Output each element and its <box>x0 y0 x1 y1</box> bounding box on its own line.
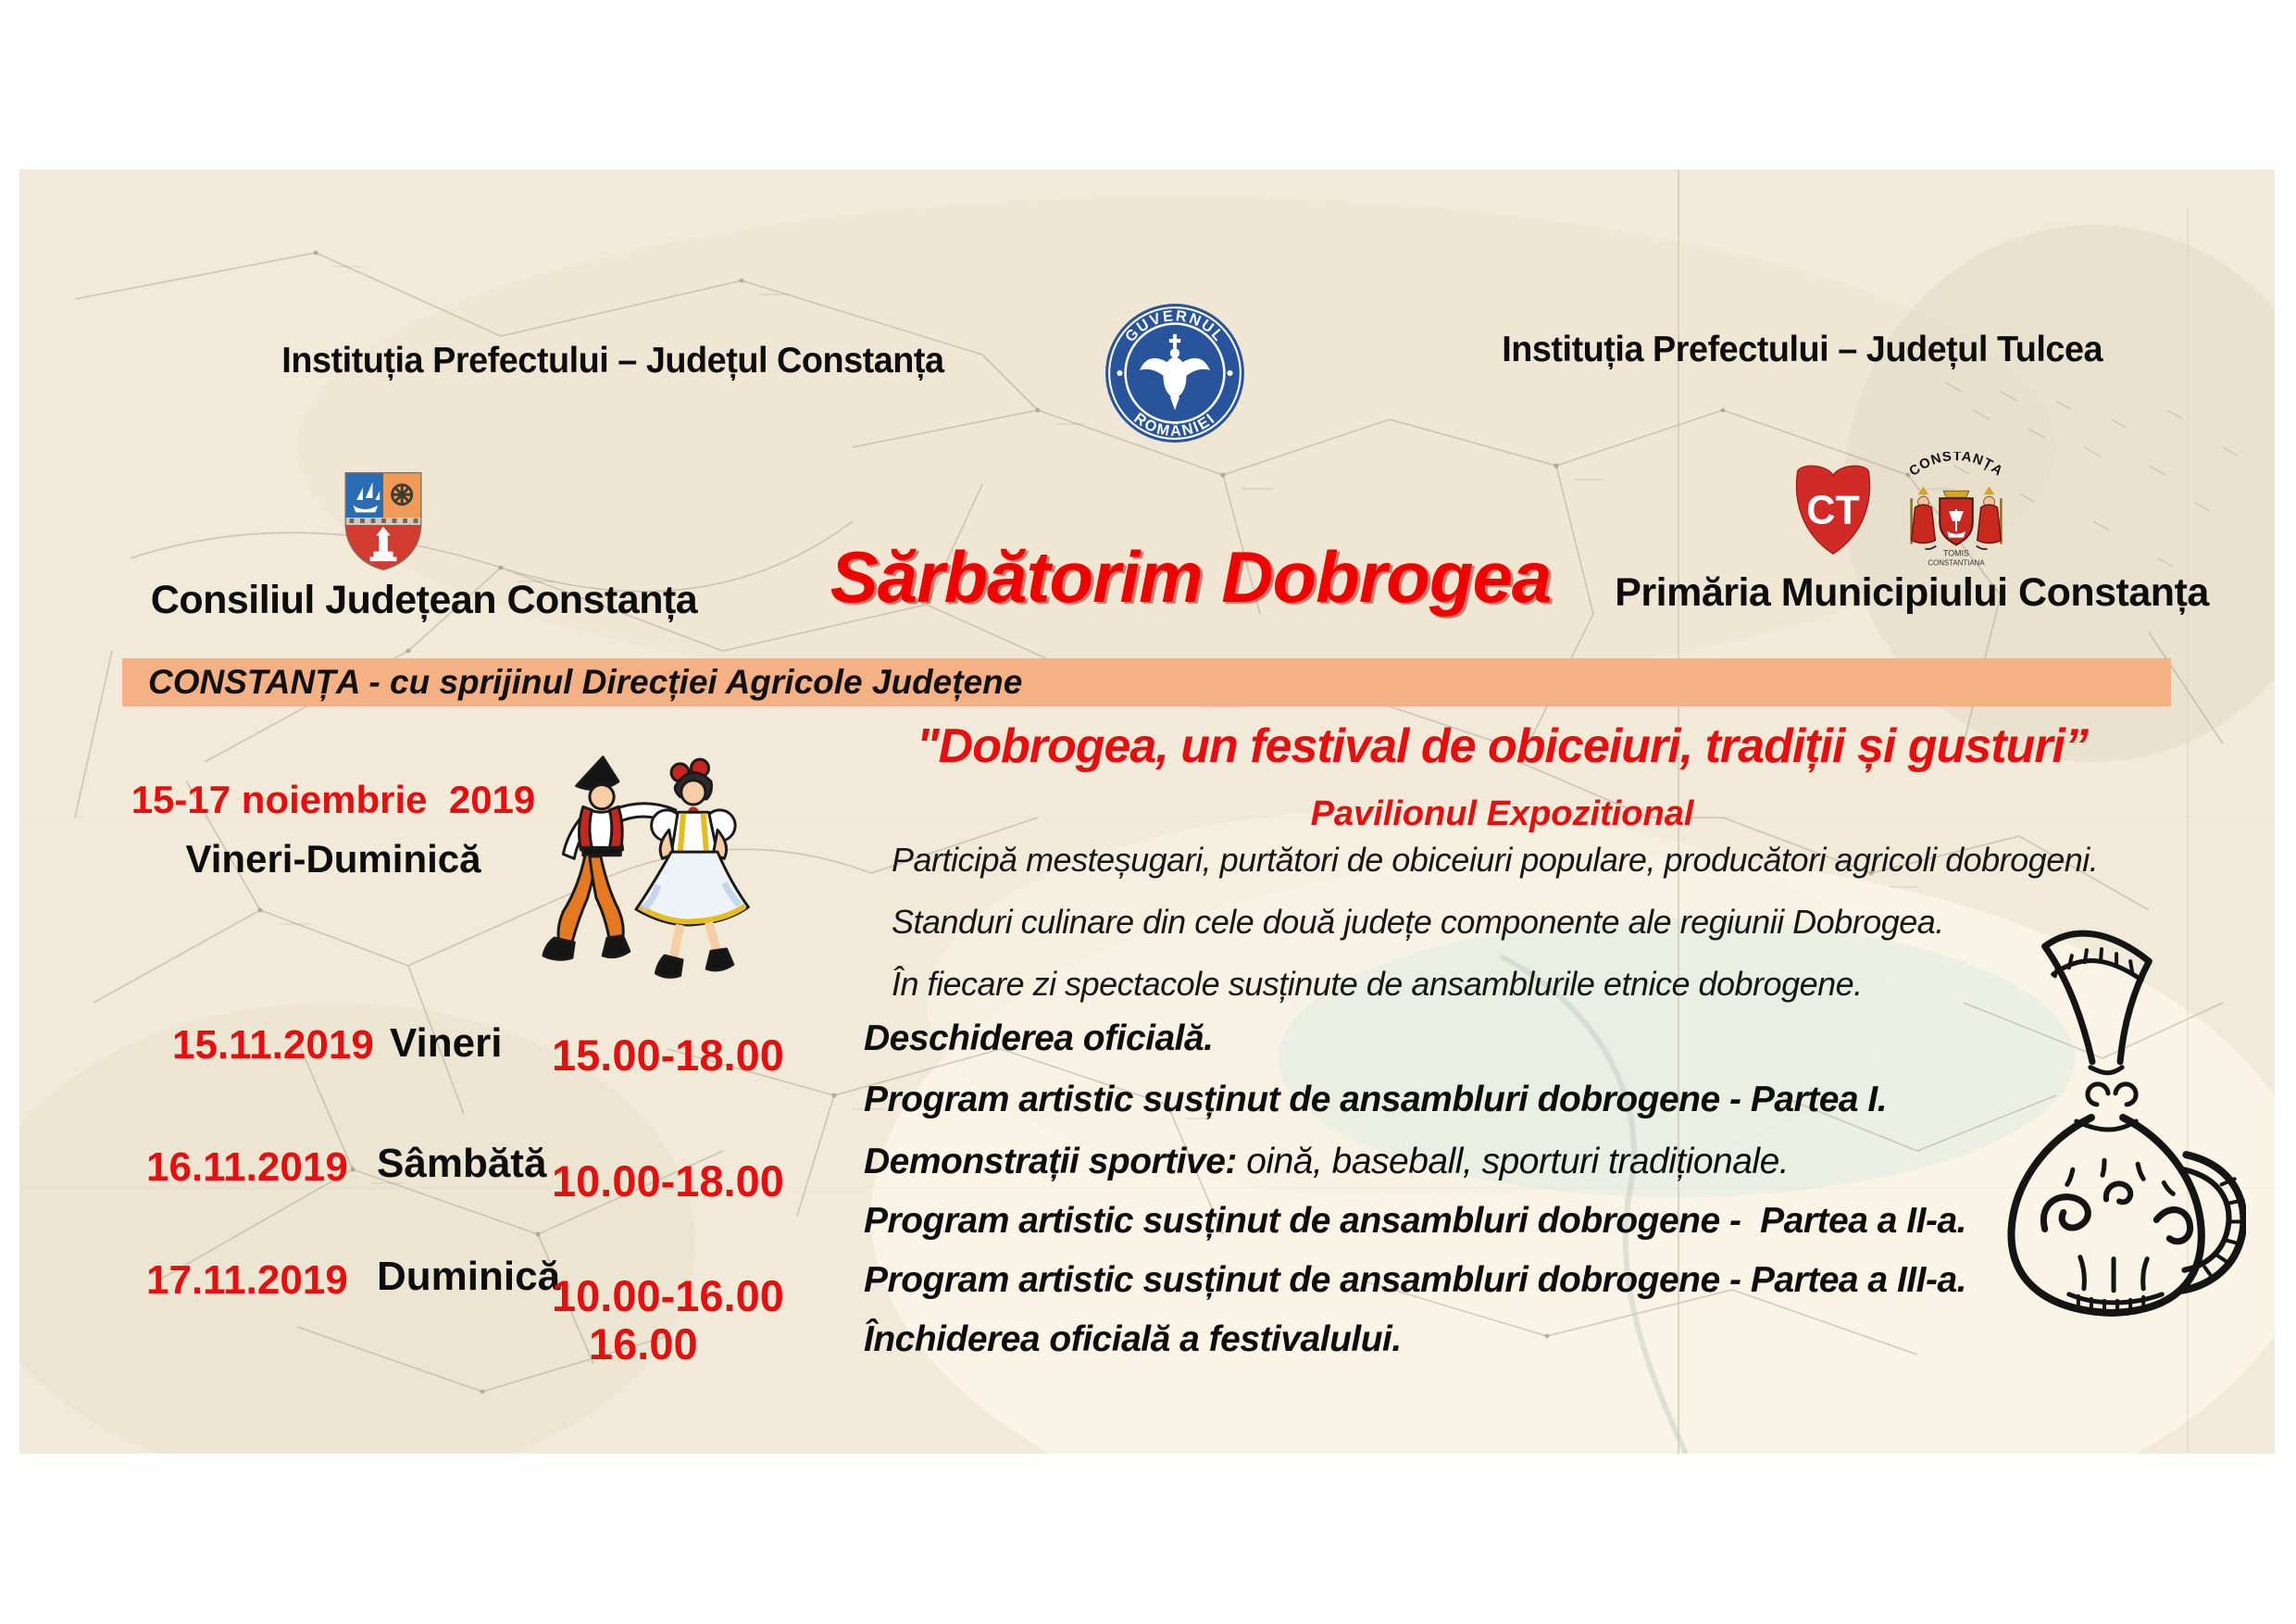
program-line-3-text: Demonstrații sportive: <box>864 1142 1237 1181</box>
schedule-time-1: 15.00-18.00 <box>552 1031 784 1080</box>
program-line-2-text: Program artistic susținut de ansambluri dobrogene - Partea I. <box>864 1080 1888 1119</box>
schedule-time-4: 16.00 <box>589 1319 698 1368</box>
schedule-day-2: Sâmbătă <box>377 1141 547 1186</box>
program-line-4-text: Program artistic susținut de ansambluri dobrogene - Partea a II-a. <box>864 1201 1966 1241</box>
seal-top-text: GUVERNUL <box>1121 307 1229 346</box>
program-line-6 <box>864 1319 2215 1360</box>
poster-title: Sărbătorim Dobrogea <box>830 536 1552 618</box>
county-coat-of-arms-icon <box>339 467 428 576</box>
ct-monogram: CT <box>1806 488 1860 533</box>
schedule-date-1: 15.11.2019 <box>172 1022 374 1068</box>
city-crest-icon <box>1883 452 2029 570</box>
government-seal-icon <box>1104 302 1246 444</box>
schedule-time-2: 10.00-18.00 <box>552 1156 784 1206</box>
venue-label: Pavilionul Expozitional <box>1310 794 1694 833</box>
program-line-3-rest: oină, baseball, sporturi tradiționale. <box>1236 1142 1790 1181</box>
schedule-date-2: 16.11.2019 <box>146 1144 348 1190</box>
intro-line-2: Standuri culinare din cele două județe componente ale regiunii Dobrogea. <box>892 903 1944 941</box>
crest-right-figure <box>1978 486 2002 543</box>
institution-constanta-label: Instituția Prefectului – Județul Constanța <box>281 341 944 381</box>
female-dancer <box>636 759 748 977</box>
date-days: Vineri-Duminică <box>185 837 481 881</box>
crest-constantiana-text: CONSTANTIANA <box>1928 558 1985 568</box>
ct-shield-icon <box>1787 461 1879 559</box>
program-line-1-text: Deschiderea oficială. <box>864 1018 1214 1058</box>
schedule-day-3: Duminică <box>377 1254 561 1299</box>
institution-tulcea-label: Instituția Prefectului – Județul Tulcea <box>1502 330 2103 369</box>
schedule-time-3: 10.00-16.00 <box>552 1271 784 1320</box>
festival-subtitle: "Dobrogea, un festival de obiceiuri, tradiții și gusturi” <box>917 719 2088 773</box>
county-council-label: Consiliul Județean Constanța <box>150 578 698 622</box>
ceramic-jug-illustration <box>1963 920 2246 1320</box>
crest-left-figure <box>1912 486 1936 543</box>
schedule-date-3: 17.11.2019 <box>146 1257 348 1303</box>
intro-line-3: În fiecare zi spectacole susținute de ansamblurile etnice dobrogene. <box>892 965 1863 1003</box>
schedule-day-1: Vineri <box>390 1020 503 1066</box>
folk-dancers-illustration <box>511 744 750 998</box>
support-banner <box>122 658 2171 706</box>
male-dancer <box>543 757 676 960</box>
support-banner-text: CONSTANȚA - cu sprijinul Direcției Agricole Județene <box>148 663 1023 701</box>
program-line-6-text: Închiderea oficială a festivalului. <box>864 1319 1402 1359</box>
date-range: 15-17 noiembrie 2019 <box>131 778 536 821</box>
svg-text:CONSTANȚA <box>1907 452 2006 480</box>
seal-bottom-text: ROMÂNIEI <box>1130 409 1219 440</box>
program-line-5-text: Program artistic susținut de ansambluri dobrogene - Partea a III-a. <box>864 1260 1966 1300</box>
intro-line-1: Participă mesteșugari, purtători de obiceiuri populare, producători agricoli dobrogeni. <box>892 841 2099 879</box>
city-hall-label: Primăria Municipiului Constanța <box>1615 570 2209 615</box>
constanta-city-logos <box>1787 452 2032 574</box>
crest-arc-text: CONSTANȚA <box>1906 452 2006 480</box>
crest-tomis-text: TOMIS <box>1943 548 1969 558</box>
crest-center-shield <box>1940 491 1973 544</box>
